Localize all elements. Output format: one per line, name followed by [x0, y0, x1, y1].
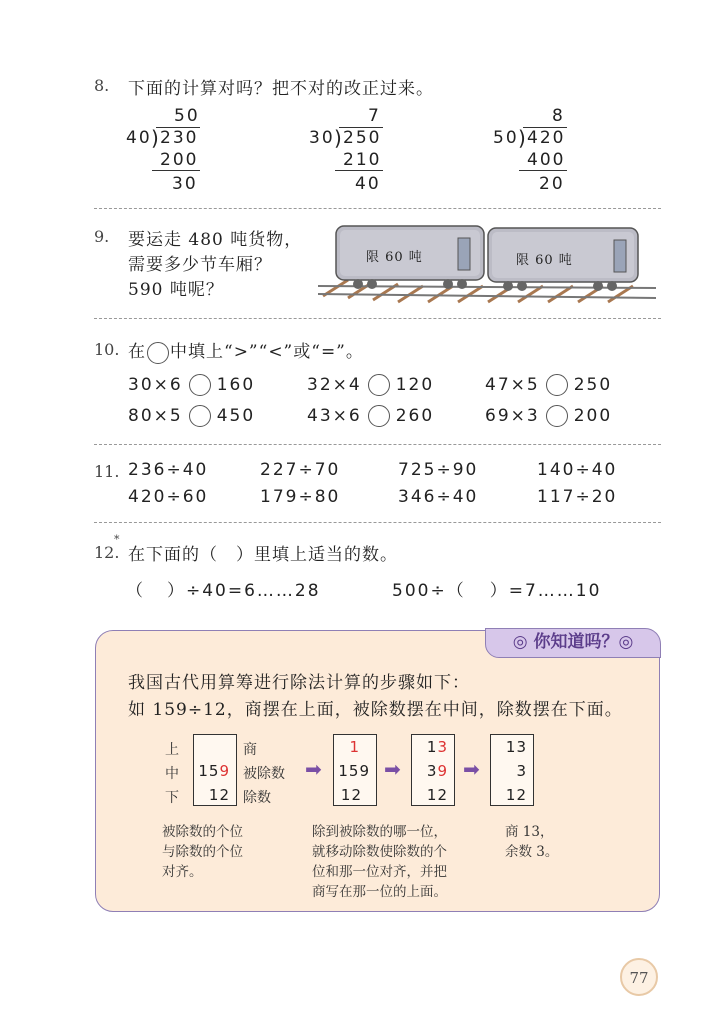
step-bottom: 12: [208, 786, 230, 804]
label-bottom: 下: [165, 790, 179, 806]
q11-item: 227÷70: [260, 460, 341, 480]
q10-prompt-a: 在: [128, 342, 146, 362]
remainder: 30: [172, 174, 198, 194]
dividend: 420: [527, 128, 566, 148]
note-line: 余数 3。: [505, 844, 559, 860]
tens-digit: 1: [426, 738, 438, 756]
q11-item: 140÷40: [537, 460, 618, 480]
q8-prompt: 下面的计算对吗？把不对的改正过来。: [128, 79, 434, 99]
compare-item: [128, 374, 255, 396]
section-divider: [94, 522, 661, 523]
subtraction-line: [152, 170, 200, 171]
step-mid: 3: [516, 762, 527, 780]
page-number: 77: [620, 958, 658, 996]
car-label-2: 限 60 吨: [516, 253, 573, 268]
ones-digit: 9: [219, 762, 230, 780]
info-line2: 如 159÷12，商摆在上面，被除数摆在中间，除数摆在下面。: [128, 700, 623, 720]
label-middle: 中: [165, 766, 179, 782]
compare-item: [485, 405, 612, 427]
q11-item: 236÷40: [128, 460, 209, 480]
step-mid: [427, 762, 448, 780]
left-expr: 47×5: [485, 375, 540, 395]
answer-circle[interactable]: [546, 405, 568, 427]
note-line: 商 13，: [505, 824, 554, 840]
section-divider: [94, 444, 661, 445]
q10-number: 10.: [94, 340, 120, 359]
q10-prompt-b: 中填上“>”“<”或“=”。: [170, 342, 364, 362]
q11-item: 117÷20: [537, 487, 618, 507]
compare-item: [307, 405, 434, 427]
rod-step-1: [193, 734, 237, 806]
q10-prompt: [128, 337, 364, 364]
step-mid: [198, 762, 230, 780]
right-value: 450: [216, 406, 256, 426]
rod-step-4: [490, 734, 534, 806]
rod-step-3: [411, 734, 455, 806]
compare-item: [485, 374, 612, 396]
division-bracket: ): [518, 126, 526, 150]
note-line: 与除数的个位: [162, 844, 243, 860]
q9-line3: 590 吨呢？: [128, 280, 224, 300]
compare-item: [307, 374, 434, 396]
q9-line1: 要运走 480 吨货物，: [128, 230, 303, 250]
role-labels: [243, 738, 285, 810]
step-top: 13: [505, 738, 527, 756]
divisor: 40: [126, 128, 152, 148]
section-divider: [94, 208, 661, 209]
q11-number: 11.: [94, 462, 120, 481]
note-2: [312, 822, 447, 902]
note-line: 对齐。: [162, 864, 203, 880]
equation-rest: ）=7……10: [489, 581, 602, 601]
q11-item: 179÷80: [260, 487, 341, 507]
subtraction-line: [519, 170, 567, 171]
left-expr: 80×5: [128, 406, 183, 426]
digits: 15: [198, 762, 220, 780]
note-line: 商写在那一位的上面。: [312, 884, 447, 900]
q12-equation-1: [126, 576, 321, 601]
note-line: 被除数的个位: [162, 824, 243, 840]
step-mid: 159: [338, 762, 370, 780]
divisor: 30: [309, 128, 335, 148]
left-expr: 43×6: [307, 406, 362, 426]
right-value: 260: [395, 406, 435, 426]
product: 400: [527, 150, 566, 170]
right-arrow-icon: ➡: [384, 757, 401, 781]
note-3: [505, 822, 558, 862]
remainder: 40: [355, 174, 381, 194]
role-dividend: 被除数: [243, 766, 285, 782]
step-bottom: 12: [505, 786, 527, 804]
open-paren: （: [126, 581, 145, 601]
note-line: 除到被除数的哪一位，: [312, 824, 447, 840]
divisor: 50: [493, 128, 519, 148]
quotient: 8: [552, 106, 565, 126]
q12-prompt: 在下面的（ ）里填上适当的数。: [128, 545, 398, 565]
section-divider: [94, 318, 661, 319]
answer-circle[interactable]: [189, 405, 211, 427]
role-quotient: 商: [243, 742, 257, 758]
right-value: 120: [395, 375, 435, 395]
left-expr: 32×4: [307, 375, 362, 395]
step-bottom: 12: [340, 786, 362, 804]
did-you-know-tag: ◎ 你知道吗？◎: [485, 628, 661, 658]
q11-item: 725÷90: [398, 460, 479, 480]
right-value: 250: [573, 375, 613, 395]
q9-line2: 需要多少节车厢？: [128, 255, 272, 275]
right-arrow-icon: ➡: [463, 757, 480, 781]
q12-number: 12.: [94, 543, 120, 562]
right-value: 160: [216, 375, 256, 395]
train-illustration: [318, 218, 658, 308]
q11-item: 346÷40: [398, 487, 479, 507]
blank-circle-icon: [147, 342, 169, 364]
tens-digit: 3: [426, 762, 438, 780]
remainder: 20: [539, 174, 565, 194]
left-expr: 69×3: [485, 406, 540, 426]
note-1: [162, 822, 243, 882]
product: 200: [160, 150, 199, 170]
car-label-1: 限 60 吨: [366, 250, 423, 265]
q12-star: *: [114, 533, 120, 546]
subtraction-line: [335, 170, 383, 171]
product: 210: [343, 150, 382, 170]
equation-left: 500÷（: [392, 581, 466, 601]
step-top: [427, 738, 448, 756]
q9-number: 9.: [94, 227, 110, 246]
step-top: 1: [349, 738, 360, 756]
left-expr: 30×6: [128, 375, 183, 395]
answer-circle[interactable]: [368, 405, 390, 427]
equation-rest: ）÷40=6……28: [167, 581, 321, 601]
quotient: 7: [368, 106, 381, 126]
division-bracket: ): [334, 126, 342, 150]
dividend: 250: [343, 128, 382, 148]
rod-step-2: [333, 734, 377, 806]
step-bottom: 12: [426, 786, 448, 804]
label-top: 上: [165, 742, 179, 758]
answer-circle[interactable]: [546, 374, 568, 396]
division-bracket: ): [151, 126, 159, 150]
q11-item: 420÷60: [128, 487, 209, 507]
compare-item: [128, 405, 255, 427]
info-line1: 我国古代用算筹进行除法计算的步骤如下：: [128, 673, 470, 693]
ones-digit: 9: [437, 762, 448, 780]
right-value: 200: [573, 406, 613, 426]
q8-number: 8.: [94, 76, 110, 95]
ones-digit: 3: [437, 738, 448, 756]
right-arrow-icon: ➡: [305, 757, 322, 781]
note-line: 位和那一位对齐，并把: [312, 864, 447, 880]
quotient: 50: [174, 106, 200, 126]
answer-circle[interactable]: [368, 374, 390, 396]
row-labels: [165, 738, 179, 810]
answer-circle[interactable]: [189, 374, 211, 396]
dividend: 230: [160, 128, 199, 148]
role-divisor: 除数: [243, 790, 271, 806]
q12-equation-2: [392, 576, 601, 601]
note-line: 就移动除数使除数的个: [312, 844, 447, 860]
